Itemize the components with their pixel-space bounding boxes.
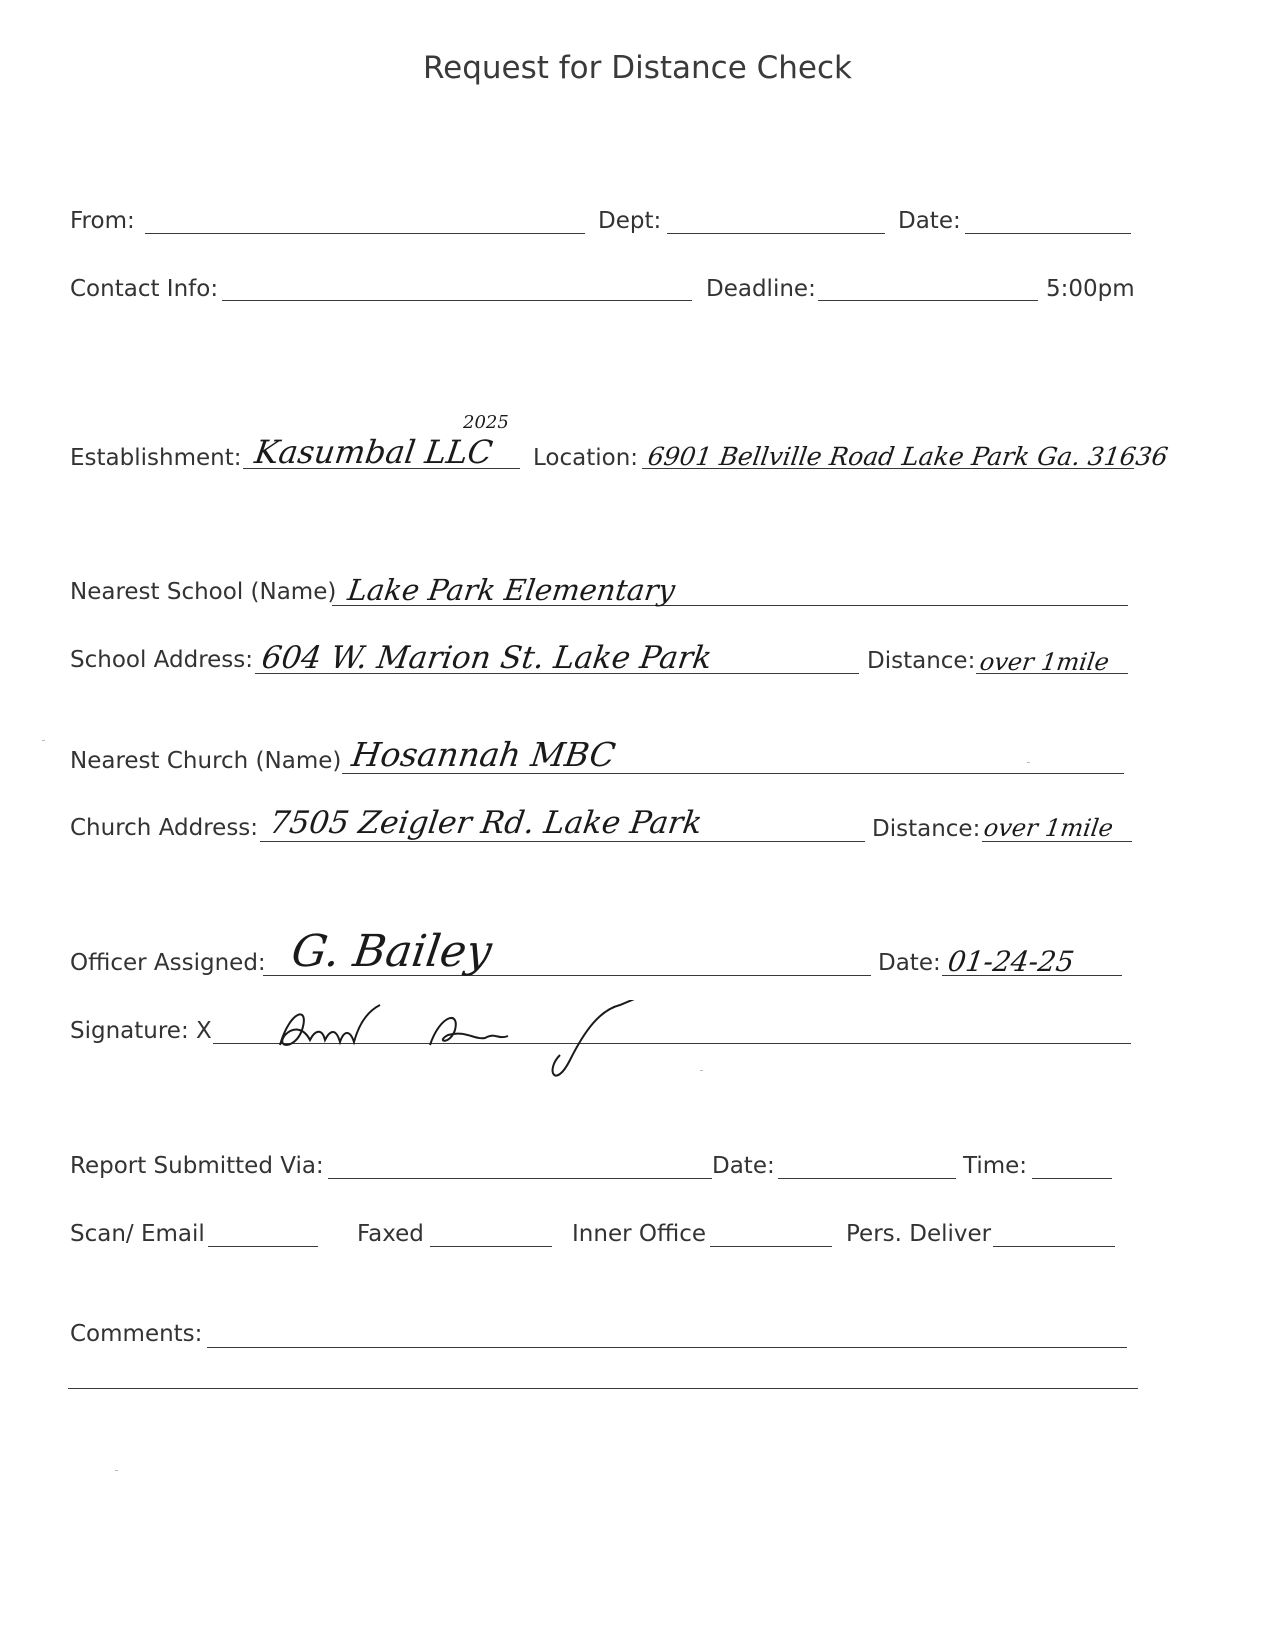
scan-speck: [1027, 762, 1030, 763]
officer-date-label: Date:: [878, 950, 941, 976]
deadline-field[interactable]: [818, 300, 1038, 301]
comments-field-line-2[interactable]: [68, 1388, 1138, 1389]
church-address-value: 7505 Zeigler Rd. Lake Park: [267, 805, 705, 841]
establishment-value: Kasumbal LLC: [252, 433, 495, 471]
location-label: Location:: [533, 445, 639, 471]
school-name-label: Nearest School (Name): [70, 579, 337, 605]
date-field[interactable]: [965, 233, 1131, 234]
dept-field[interactable]: [667, 233, 885, 234]
signature-label: Signature: X: [70, 1018, 212, 1044]
officer-assigned-value: G. Bailey: [288, 926, 495, 977]
signature-scribble: [270, 1000, 690, 1080]
establishment-year-annotation: 2025: [463, 412, 509, 433]
from-label: From:: [70, 208, 135, 234]
report-via-label: Report Submitted Via:: [70, 1153, 324, 1179]
comments-label: Comments:: [70, 1321, 203, 1347]
date-label: Date:: [898, 208, 961, 234]
school-distance-label: Distance:: [867, 648, 976, 674]
report-date-label: Date:: [712, 1153, 775, 1179]
report-time-field[interactable]: [1032, 1178, 1112, 1179]
form-title: Request for Distance Check: [422, 50, 853, 86]
church-name-value: Hosannah MBC: [349, 735, 618, 774]
from-field[interactable]: [145, 233, 585, 234]
location-value: 6901 Bellville Road Lake Park Ga. 31636: [646, 442, 1170, 471]
option-scan-email-field[interactable]: [208, 1246, 318, 1247]
option-inner-office-field[interactable]: [710, 1246, 832, 1247]
option-pers-deliver-label: Pers. Deliver: [846, 1221, 992, 1247]
officer-assigned-label: Officer Assigned:: [70, 950, 266, 976]
church-address-label: Church Address:: [70, 815, 259, 841]
scan-speck: [42, 740, 45, 741]
option-inner-office-label: Inner Office: [572, 1221, 706, 1247]
option-faxed-label: Faxed: [357, 1221, 424, 1247]
church-distance-value: over 1mile: [982, 814, 1115, 842]
scan-speck: [115, 1470, 118, 1471]
comments-field-line-1[interactable]: [207, 1347, 1127, 1348]
report-via-field[interactable]: [328, 1178, 712, 1179]
church-name-label: Nearest Church (Name): [70, 748, 342, 774]
officer-date-value: 01-24-25: [945, 945, 1077, 978]
church-distance-label: Distance:: [872, 816, 981, 842]
contact-info-field[interactable]: [222, 300, 692, 301]
school-address-label: School Address:: [70, 647, 254, 673]
deadline-label: Deadline:: [706, 276, 816, 302]
deadline-time: 5:00pm: [1046, 276, 1135, 302]
option-faxed-field[interactable]: [430, 1246, 552, 1247]
establishment-label: Establishment:: [70, 445, 242, 471]
report-date-field[interactable]: [778, 1178, 956, 1179]
dept-label: Dept:: [598, 208, 662, 234]
report-time-label: Time:: [963, 1153, 1028, 1179]
school-address-value: 604 W. Marion St. Lake Park: [259, 640, 715, 676]
school-name-value: Lake Park Elementary: [345, 573, 678, 607]
scan-speck: [700, 1070, 703, 1071]
school-distance-value: over 1mile: [978, 648, 1111, 676]
option-scan-email-label: Scan/ Email: [70, 1221, 205, 1247]
contact-info-label: Contact Info:: [70, 276, 219, 302]
option-pers-deliver-field[interactable]: [993, 1246, 1115, 1247]
